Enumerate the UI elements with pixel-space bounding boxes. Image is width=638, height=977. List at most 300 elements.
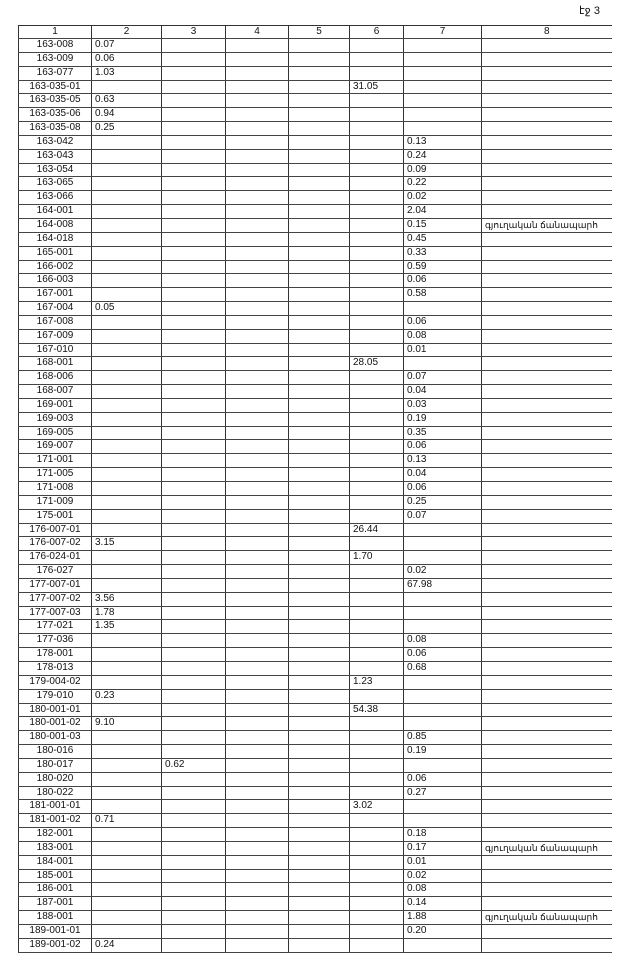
table-cell-col-6	[350, 218, 404, 232]
table-cell-col-6	[350, 426, 404, 440]
table-cell-col-8	[482, 689, 612, 703]
table-cell-col-6	[350, 661, 404, 675]
table-cell-col-4	[226, 205, 289, 219]
table-row	[19, 772, 612, 786]
table-cell-col-6: 3.02	[350, 800, 404, 814]
table-cell-col-4	[226, 689, 289, 703]
table-cell-col-4	[226, 745, 289, 759]
table-cell-col-3	[162, 925, 226, 939]
table-cell-col-2: 0.05	[92, 302, 162, 316]
table-cell-col-3	[162, 205, 226, 219]
table-header-row	[19, 26, 612, 39]
parcel-code-cell: 178-001	[19, 648, 92, 662]
table-cell-col-5	[289, 509, 350, 523]
table-cell-col-4	[226, 482, 289, 496]
table-cell-col-8	[482, 883, 612, 897]
parcel-code-cell: 177-036	[19, 634, 92, 648]
table-cell-col-3	[162, 537, 226, 551]
table-row	[19, 163, 612, 177]
table-cell-col-6	[350, 772, 404, 786]
table-cell-col-5	[289, 592, 350, 606]
table-cell-col-2	[92, 675, 162, 689]
table-cell-col-7: 0.45	[404, 232, 482, 246]
table-cell-col-8	[482, 191, 612, 205]
table-cell-col-4	[226, 897, 289, 911]
table-cell-col-6	[350, 620, 404, 634]
table-row	[19, 758, 612, 772]
table-cell-col-3	[162, 523, 226, 537]
table-cell-col-5	[289, 108, 350, 122]
table-cell-col-4	[226, 592, 289, 606]
table-cell-col-3	[162, 260, 226, 274]
table-cell-col-3	[162, 482, 226, 496]
table-cell-col-8	[482, 634, 612, 648]
table-cell-col-5	[289, 689, 350, 703]
table-cell-col-7	[404, 800, 482, 814]
table-cell-col-3	[162, 592, 226, 606]
table-cell-col-8	[482, 731, 612, 745]
table-cell-col-7: 0.06	[404, 274, 482, 288]
table-cell-col-7: 0.03	[404, 398, 482, 412]
parcel-code-cell: 168-007	[19, 385, 92, 399]
table-cell-col-2: 0.94	[92, 108, 162, 122]
table-cell-col-6	[350, 855, 404, 869]
table-cell-col-4	[226, 163, 289, 177]
table-row	[19, 578, 612, 592]
parcel-code-cell: 177-007-02	[19, 592, 92, 606]
parcel-code-cell: 176-027	[19, 565, 92, 579]
table-cell-col-2: 9.10	[92, 717, 162, 731]
table-row	[19, 426, 612, 440]
table-cell-col-3	[162, 385, 226, 399]
table-cell-col-3	[162, 80, 226, 94]
table-cell-col-6	[350, 454, 404, 468]
table-cell-col-8	[482, 814, 612, 828]
table-row	[19, 897, 612, 911]
table-cell-col-6	[350, 191, 404, 205]
table-cell-col-6	[350, 786, 404, 800]
parcel-code-cell: 163-008	[19, 39, 92, 53]
table-cell-col-8	[482, 39, 612, 53]
table-cell-col-3	[162, 897, 226, 911]
table-cell-col-6: 1.23	[350, 675, 404, 689]
parcel-code-cell: 177-021	[19, 620, 92, 634]
table-cell-col-6	[350, 122, 404, 136]
table-cell-col-7	[404, 52, 482, 66]
table-cell-col-2	[92, 758, 162, 772]
table-cell-col-4	[226, 122, 289, 136]
table-cell-col-8	[482, 343, 612, 357]
table-cell-col-4	[226, 537, 289, 551]
table-cell-col-4	[226, 357, 289, 371]
table-cell-col-5	[289, 232, 350, 246]
table-row	[19, 814, 612, 828]
parcel-code-cell: 179-004-02	[19, 675, 92, 689]
table-row	[19, 302, 612, 316]
table-cell-col-6	[350, 758, 404, 772]
table-cell-col-7: 0.04	[404, 385, 482, 399]
parcel-code-cell: 177-007-01	[19, 578, 92, 592]
table-cell-col-4	[226, 454, 289, 468]
table-cell-col-3	[162, 745, 226, 759]
parcel-code-cell: 168-001	[19, 357, 92, 371]
parcel-code-cell: 171-001	[19, 454, 92, 468]
table-cell-col-2	[92, 495, 162, 509]
table-cell-col-6: 1.70	[350, 551, 404, 565]
table-cell-col-7	[404, 537, 482, 551]
table-cell-col-6	[350, 814, 404, 828]
table-row	[19, 509, 612, 523]
table-cell-col-5	[289, 218, 350, 232]
table-cell-col-7	[404, 620, 482, 634]
table-row	[19, 343, 612, 357]
table-cell-col-7: 0.13	[404, 454, 482, 468]
table-row	[19, 828, 612, 842]
table-row	[19, 357, 612, 371]
parcel-code-cell: 176-007-01	[19, 523, 92, 537]
parcel-code-cell: 182-001	[19, 828, 92, 842]
table-cell-col-3	[162, 454, 226, 468]
table-cell-col-2	[92, 191, 162, 205]
table-cell-col-3	[162, 371, 226, 385]
table-row	[19, 398, 612, 412]
table-cell-col-8	[482, 565, 612, 579]
table-cell-col-2	[92, 661, 162, 675]
parcel-code-cell: 163-035-05	[19, 94, 92, 108]
table-cell-col-5	[289, 634, 350, 648]
table-cell-col-5	[289, 246, 350, 260]
parcel-code-cell: 168-006	[19, 371, 92, 385]
table-cell-col-2: 0.07	[92, 39, 162, 53]
table-body	[19, 39, 612, 953]
table-cell-col-5	[289, 495, 350, 509]
table-cell-col-7	[404, 717, 482, 731]
table-cell-col-7: 0.20	[404, 925, 482, 939]
table-cell-col-7: 0.04	[404, 468, 482, 482]
table-cell-col-4	[226, 66, 289, 80]
table-cell-col-6	[350, 108, 404, 122]
table-cell-col-7: 67.98	[404, 578, 482, 592]
table-cell-col-8	[482, 592, 612, 606]
table-cell-col-2: 1.78	[92, 606, 162, 620]
table-cell-col-5	[289, 135, 350, 149]
table-cell-col-6	[350, 911, 404, 925]
table-row	[19, 855, 612, 869]
table-cell-col-5	[289, 482, 350, 496]
table-cell-col-8	[482, 606, 612, 620]
table-cell-col-3	[162, 565, 226, 579]
table-cell-col-8	[482, 232, 612, 246]
table-cell-col-8	[482, 163, 612, 177]
table-cell-col-2: 0.06	[92, 52, 162, 66]
table-cell-col-2: 0.25	[92, 122, 162, 136]
table-cell-col-6	[350, 343, 404, 357]
table-cell-col-7: 0.58	[404, 288, 482, 302]
table-cell-col-2	[92, 385, 162, 399]
table-cell-col-6	[350, 274, 404, 288]
table-cell-col-5	[289, 122, 350, 136]
table-cell-col-3	[162, 246, 226, 260]
table-cell-col-5	[289, 426, 350, 440]
table-cell-col-2	[92, 246, 162, 260]
table-cell-col-8	[482, 648, 612, 662]
table-cell-col-4	[226, 620, 289, 634]
table-cell-col-2	[92, 371, 162, 385]
table-cell-col-2	[92, 634, 162, 648]
table-cell-col-6	[350, 205, 404, 219]
table-cell-col-2	[92, 440, 162, 454]
table-cell-col-7: 0.06	[404, 648, 482, 662]
table-cell-col-6	[350, 315, 404, 329]
table-cell-col-5	[289, 578, 350, 592]
table-cell-col-2	[92, 925, 162, 939]
parcel-code-cell: 176-007-02	[19, 537, 92, 551]
table-cell-col-3	[162, 122, 226, 136]
table-cell-col-7: 0.08	[404, 329, 482, 343]
table-row	[19, 703, 612, 717]
table-cell-col-8	[482, 385, 612, 399]
parcel-code-cell: 184-001	[19, 855, 92, 869]
table-cell-col-6	[350, 329, 404, 343]
table-cell-col-6	[350, 482, 404, 496]
table-cell-col-5	[289, 288, 350, 302]
table-cell-col-2	[92, 565, 162, 579]
table-cell-col-5	[289, 523, 350, 537]
table-cell-col-6	[350, 468, 404, 482]
table-cell-col-5	[289, 717, 350, 731]
table-cell-col-4	[226, 938, 289, 952]
table-cell-col-7	[404, 523, 482, 537]
table-cell-col-2	[92, 205, 162, 219]
table-cell-col-3	[162, 468, 226, 482]
table-cell-col-6	[350, 163, 404, 177]
table-cell-col-4	[226, 675, 289, 689]
table-row	[19, 938, 612, 952]
table-cell-col-8	[482, 786, 612, 800]
table-cell-col-5	[289, 302, 350, 316]
parcel-code-cell: 163-066	[19, 191, 92, 205]
table-cell-col-3	[162, 800, 226, 814]
table-cell-col-7	[404, 122, 482, 136]
table-cell-col-6: 26.44	[350, 523, 404, 537]
table-cell-col-2	[92, 731, 162, 745]
table-row	[19, 454, 612, 468]
column-header-8: 8	[482, 26, 612, 39]
table-cell-col-5	[289, 329, 350, 343]
table-cell-col-7: 0.07	[404, 509, 482, 523]
table-cell-col-6	[350, 52, 404, 66]
table-cell-col-8	[482, 482, 612, 496]
table-cell-col-3	[162, 66, 226, 80]
table-cell-col-5	[289, 814, 350, 828]
table-cell-col-5	[289, 925, 350, 939]
table-cell-col-2: 0.24	[92, 938, 162, 952]
table-cell-col-4	[226, 288, 289, 302]
column-header-4: 4	[226, 26, 289, 39]
parcel-code-cell: 181-001-01	[19, 800, 92, 814]
table-cell-col-8	[482, 108, 612, 122]
table-cell-col-7: 0.02	[404, 191, 482, 205]
table-cell-col-7: 0.06	[404, 772, 482, 786]
table-cell-col-5	[289, 94, 350, 108]
table-cell-col-7: 0.85	[404, 731, 482, 745]
table-row	[19, 551, 612, 565]
table-row	[19, 841, 612, 855]
table-cell-col-8	[482, 288, 612, 302]
table-row	[19, 440, 612, 454]
parcel-code-cell: 167-009	[19, 329, 92, 343]
table-cell-col-2	[92, 828, 162, 842]
table-cell-col-6	[350, 232, 404, 246]
table-cell-col-5	[289, 357, 350, 371]
table-cell-col-8	[482, 66, 612, 80]
table-cell-col-6	[350, 689, 404, 703]
table-row	[19, 66, 612, 80]
table-cell-col-6	[350, 869, 404, 883]
table-cell-col-8	[482, 675, 612, 689]
table-cell-col-3	[162, 578, 226, 592]
table-cell-col-8	[482, 398, 612, 412]
table-cell-col-4	[226, 343, 289, 357]
table-row	[19, 620, 612, 634]
table-cell-col-6	[350, 565, 404, 579]
table-cell-col-6	[350, 592, 404, 606]
table-cell-col-3	[162, 509, 226, 523]
table-cell-col-8	[482, 246, 612, 260]
table-cell-col-3	[162, 343, 226, 357]
table-cell-col-6: 31.05	[350, 80, 404, 94]
table-cell-col-6	[350, 246, 404, 260]
column-header-5: 5	[289, 26, 350, 39]
table-cell-col-3	[162, 329, 226, 343]
table-cell-col-3	[162, 232, 226, 246]
table-cell-col-5	[289, 551, 350, 565]
table-cell-col-2: 1.03	[92, 66, 162, 80]
parcel-code-cell: 180-017	[19, 758, 92, 772]
table-cell-col-8	[482, 925, 612, 939]
table-cell-col-8: գյուղական ճանապարհ	[482, 911, 612, 925]
table-cell-col-7: 0.68	[404, 661, 482, 675]
table-cell-col-8	[482, 869, 612, 883]
parcel-code-cell: 163-042	[19, 135, 92, 149]
table-cell-col-6	[350, 260, 404, 274]
table-cell-col-4	[226, 869, 289, 883]
table-cell-col-7	[404, 551, 482, 565]
parcel-code-cell: 180-020	[19, 772, 92, 786]
table-cell-col-4	[226, 246, 289, 260]
table-cell-col-8	[482, 205, 612, 219]
table-cell-col-8	[482, 412, 612, 426]
table-cell-col-5	[289, 66, 350, 80]
table-cell-col-4	[226, 94, 289, 108]
table-cell-col-2	[92, 745, 162, 759]
table-cell-col-2	[92, 80, 162, 94]
table-row	[19, 675, 612, 689]
table-row	[19, 731, 612, 745]
table-cell-col-5	[289, 371, 350, 385]
table-cell-col-5	[289, 565, 350, 579]
table-cell-col-4	[226, 717, 289, 731]
table-cell-col-5	[289, 52, 350, 66]
table-cell-col-4	[226, 786, 289, 800]
table-row	[19, 177, 612, 191]
table-cell-col-7: 0.19	[404, 745, 482, 759]
table-cell-col-5	[289, 315, 350, 329]
table-cell-col-3	[162, 288, 226, 302]
table-cell-col-5	[289, 163, 350, 177]
land-parcel-table	[18, 25, 612, 953]
table-cell-col-8	[482, 149, 612, 163]
table-cell-col-5	[289, 648, 350, 662]
table-cell-col-3	[162, 94, 226, 108]
table-cell-col-6	[350, 745, 404, 759]
table-cell-col-3	[162, 689, 226, 703]
table-cell-col-5	[289, 274, 350, 288]
table-cell-col-5	[289, 177, 350, 191]
table-cell-col-4	[226, 385, 289, 399]
table-cell-col-8	[482, 329, 612, 343]
table-row	[19, 260, 612, 274]
page-number-label: էջ 3	[579, 5, 600, 17]
table-cell-col-2	[92, 703, 162, 717]
table-cell-col-5	[289, 412, 350, 426]
table-cell-col-4	[226, 731, 289, 745]
table-cell-col-6	[350, 897, 404, 911]
parcel-code-cell: 176-024-01	[19, 551, 92, 565]
table-cell-col-3	[162, 412, 226, 426]
table-cell-col-4	[226, 634, 289, 648]
table-row	[19, 800, 612, 814]
parcel-code-cell: 180-001-02	[19, 717, 92, 731]
table-cell-col-5	[289, 883, 350, 897]
table-cell-col-8	[482, 302, 612, 316]
table-cell-col-6	[350, 883, 404, 897]
table-row	[19, 329, 612, 343]
table-cell-col-2	[92, 869, 162, 883]
table-cell-col-3	[162, 551, 226, 565]
table-row	[19, 52, 612, 66]
table-cell-col-3	[162, 883, 226, 897]
table-cell-col-4	[226, 412, 289, 426]
table-cell-col-8	[482, 468, 612, 482]
table-cell-col-4	[226, 648, 289, 662]
table-cell-col-8	[482, 80, 612, 94]
table-cell-col-7: 0.06	[404, 315, 482, 329]
table-cell-col-3	[162, 606, 226, 620]
table-cell-col-7	[404, 80, 482, 94]
table-cell-col-7: 0.08	[404, 634, 482, 648]
parcel-code-cell: 166-003	[19, 274, 92, 288]
table-cell-col-2	[92, 855, 162, 869]
table-cell-col-7	[404, 689, 482, 703]
parcel-code-cell: 185-001	[19, 869, 92, 883]
table-cell-col-3	[162, 786, 226, 800]
parcel-code-cell: 188-001	[19, 911, 92, 925]
table-cell-col-2	[92, 329, 162, 343]
parcel-code-cell: 171-009	[19, 495, 92, 509]
table-row	[19, 606, 612, 620]
parcel-code-cell: 169-007	[19, 440, 92, 454]
table-cell-col-3	[162, 772, 226, 786]
table-cell-col-7: 0.01	[404, 343, 482, 357]
table-cell-col-5	[289, 938, 350, 952]
table-cell-col-3	[162, 357, 226, 371]
table-cell-col-4	[226, 800, 289, 814]
table-cell-col-2	[92, 218, 162, 232]
table-cell-col-6	[350, 398, 404, 412]
table-cell-col-5	[289, 911, 350, 925]
table-cell-col-7: 2.04	[404, 205, 482, 219]
